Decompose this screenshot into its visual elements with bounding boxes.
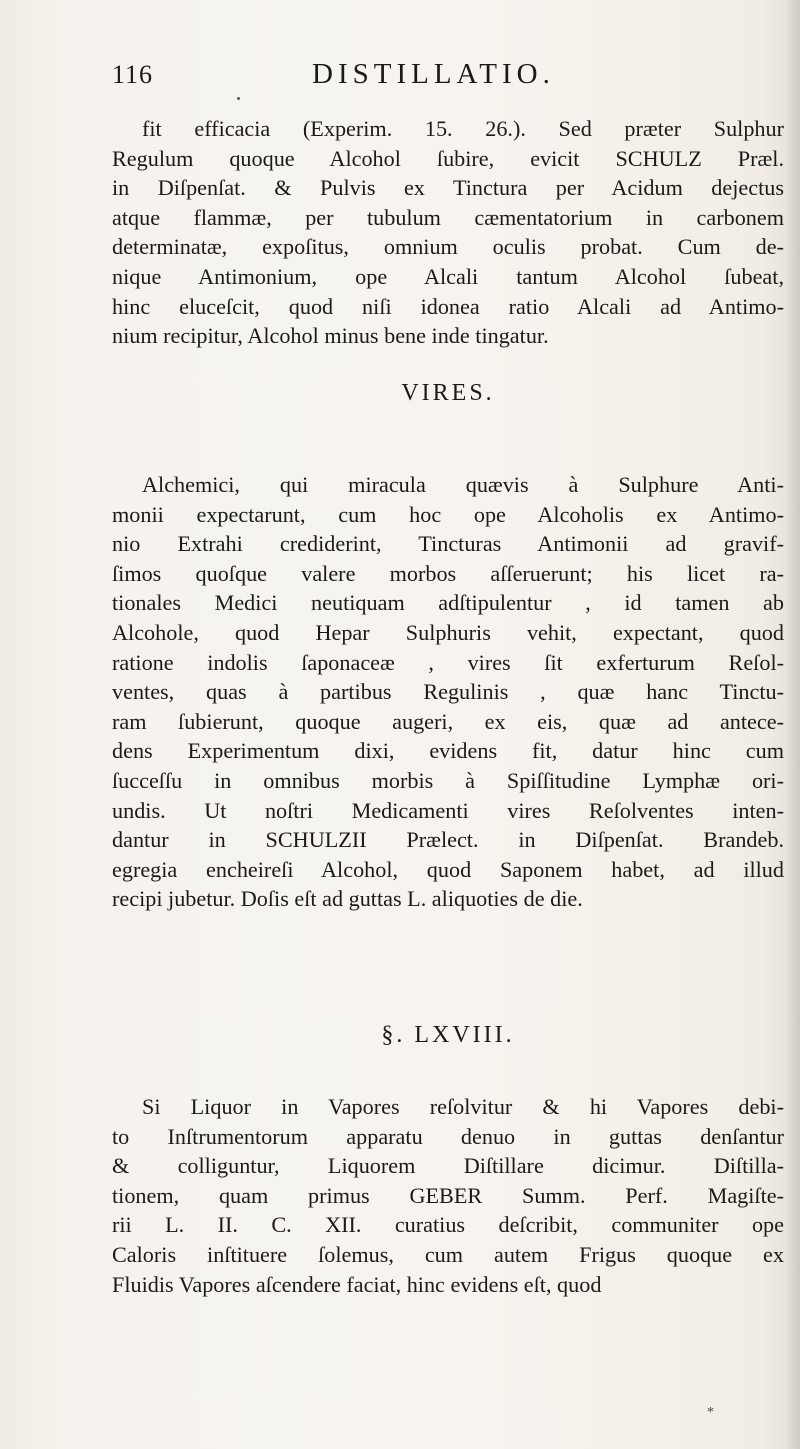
text-line: ratione indolis ſaponaceæ , vires ſit exferturum Reſol-: [112, 649, 784, 675]
running-head: [112, 58, 672, 98]
page-number: 116: [112, 60, 154, 89]
text-line: ſimos quoſque valere morbos aſſeruerunt; his licet ra-: [112, 560, 784, 586]
paragraph-2: [112, 470, 784, 914]
text-line: Regulum quoque Alcohol ſubire, evicit SCHULZ Præl.: [112, 145, 784, 171]
text-line: Fluidis Vapores aſcendere faciat, hinc evidens eſt, quod: [112, 1271, 602, 1297]
paragraph-1-text: [112, 114, 784, 351]
text-line: dantur in SCHULZII Prælect. in Diſpenſat. Brandeb.: [112, 827, 784, 853]
text-line: hinc eluceſcit, quod niſi idonea ratio Alcali ad Antimo-: [112, 293, 784, 319]
text-line: nique Antimonium, ope Alcali tantum Alcohol ſubeat,: [112, 263, 784, 289]
text-line: tionem, quam primus GEBER Summ. Perf. Magiſte-: [112, 1182, 784, 1208]
text-line: monii expectarunt, cum hoc ope Alcoholis ex Antimo-: [112, 501, 784, 527]
text-line: undis. Ut noſtri Medicamenti vires Reſolventes inten-: [112, 797, 784, 823]
text-line: ventes, quas à partibus Regulinis , quæ hanc Tinctu-: [112, 679, 784, 705]
paragraph-3-text: [112, 1092, 784, 1299]
paragraph-2-text: [112, 470, 784, 914]
page-edge-shadow: [786, 0, 800, 1449]
text-line: in Diſpenſat. & Pulvis ex Tinctura per Acidum dejectus: [112, 175, 784, 201]
text-line: tionales Medici neutiquam adſtipulentur , id tamen ab: [112, 590, 784, 616]
text-line: Caloris inſtituere ſolemus, cum autem Frigus quoque ex: [112, 1241, 784, 1267]
text-line: egregia encheireſi Alcohol, quod Saponem habet, ad illud: [112, 856, 784, 882]
text-line: Alcohole, quod Hepar Sulphuris vehit, expectant, quod: [112, 619, 784, 645]
paragraph-1: [112, 114, 784, 351]
text-line: Alchemici, qui miracula quævis à Sulphure Anti-: [142, 472, 784, 497]
text-line: rii L. II. C. XII. curatius deſcribit, communiter ope: [112, 1212, 784, 1238]
text-line: ſucceſſu in omnibus morbis à Spiſſitudine Lymphæ ori-: [112, 767, 784, 793]
paragraph-3: [112, 1092, 784, 1299]
text-line: atque flammæ, per tubulum cæmentatorium in carbonem: [112, 204, 784, 230]
text-line: ram ſubierunt, quoque augeri, ex eis, quæ ad antece-: [112, 708, 784, 734]
text-line: recipi jubetur. Doſis eſt ad guttas L. aliquoties de die.: [112, 886, 583, 912]
text-line: dens Experimentum dixi, evidens fit, datur hinc cum: [112, 738, 784, 764]
section-heading-vires: VIRES.: [401, 380, 495, 406]
bottom-ink-mark: *: [707, 1405, 714, 1420]
text-line: to Inſtrumentorum apparatu denuo in guttas denſantur: [112, 1123, 784, 1149]
text-line: determinatæ, expoſitus, omnium oculis probat. Cum de-: [112, 234, 784, 260]
ink-speck: [237, 97, 240, 100]
running-head-title: DISTILLATIO.: [312, 58, 555, 90]
text-line: fit efficacia (Experim. 15. 26.). Sed præter Sulphur: [142, 116, 784, 141]
section-heading-number: §. LXVIII.: [381, 1022, 515, 1048]
text-line: nium recipitur, Alcohol minus bene inde tingatur.: [112, 323, 549, 349]
text-line: Si Liquor in Vapores reſolvitur & hi Vapores debi-: [142, 1094, 784, 1119]
text-line: nio Extrahi crediderint, Tincturas Antimonii ad gravif-: [112, 531, 784, 557]
text-line: & colliguntur, Liquorem Diſtillare dicimur. Diſtilla-: [112, 1153, 784, 1179]
